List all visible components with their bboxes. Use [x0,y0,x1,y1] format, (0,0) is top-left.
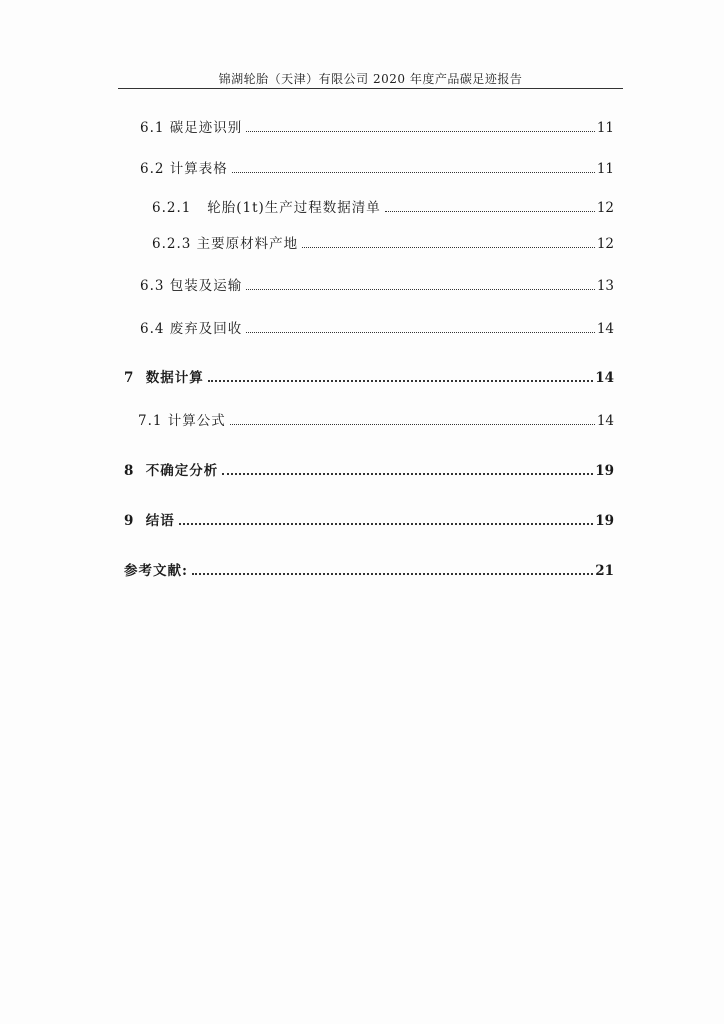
toc-entry-page: 14 [595,370,614,386]
toc-entry-page: 11 [596,161,614,177]
toc-entry-label: 7.1 计算公式 [138,413,226,429]
toc-entry-label: 6.2 计算表格 [140,161,228,177]
toc-leader-dots [179,522,593,525]
toc-entry-label: 6.3 包装及运输 [140,278,243,294]
page-header: 锦湖轮胎（天津）有限公司 2020 年度产品碳足迹报告 [218,72,523,86]
toc-leader-dots [208,379,593,382]
toc-leader-dots [302,246,595,248]
toc-entry-label: 9 结语 [124,513,175,529]
toc-entry-6-2 [0,155,724,177]
toc-entry-6-2-1 [0,194,724,216]
toc-entry-label: 6.2.1 轮胎(1t)生产过程数据清单 [152,200,381,216]
toc-entry-page: 19 [595,513,614,529]
toc-entry-label: 7 数据计算 [124,370,204,386]
toc-leader-dots [246,288,595,290]
toc-entry-page: 12 [596,236,614,252]
toc-entry-page: 21 [595,563,614,579]
toc-entry-label: 6.4 废弃及回收 [140,321,243,337]
toc-entry-6-2-3 [0,230,724,252]
toc-leader-dots [246,130,595,132]
toc-entry-page: 13 [596,278,614,294]
toc-entry-page: 14 [596,413,614,429]
toc-leader-dots [246,331,595,333]
toc-entry-label: 6.2.3 主要原材料产地 [152,236,299,252]
toc-entry-9 [0,507,724,529]
toc-entry-label: 8 不确定分析 [124,463,219,479]
toc-leader-dots [230,423,595,425]
toc-entry-page: 11 [596,120,614,136]
toc-entry-label: 参考文献: [124,563,188,579]
toc-entry-8 [0,457,724,479]
toc-entry-references [0,557,724,579]
toc-entry-page: 14 [596,321,614,337]
toc-entry-6-3 [0,272,724,294]
toc-entry-page: 19 [595,463,614,479]
toc-leader-dots [232,171,595,173]
toc-entry-7-1 [0,407,724,429]
toc-entry-6-4 [0,315,724,337]
toc-entry-7 [0,364,724,386]
toc-leader-dots [192,572,593,575]
toc-entry-label: 6.1 碳足迹识别 [140,120,243,136]
toc-leader-dots [385,210,595,212]
toc-leader-dots [222,472,593,475]
toc-entry-6-1 [0,114,724,136]
header-divider [118,88,623,89]
toc-entry-page: 12 [596,200,614,216]
